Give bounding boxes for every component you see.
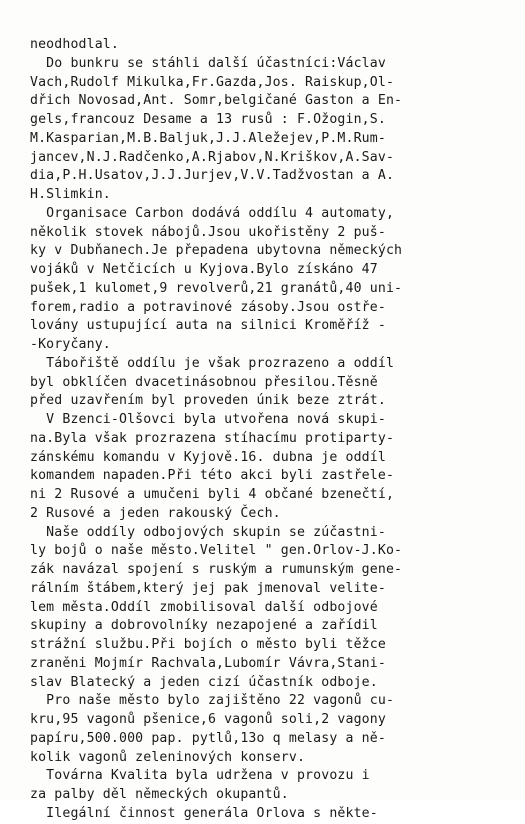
text-line: dřich Novosad,Ant. Somr,belgičané Gaston a En- [30, 93, 403, 109]
text-line: komandem napaden.Při této akci byli zastřele- [30, 468, 395, 484]
text-line: Pro naše město bylo zajištěno 22 vagonů cu- [30, 693, 395, 709]
text-line: na.Byla však prozrazena stíhacímu protiparty- [30, 430, 395, 446]
text-line: lem města.Oddíl zmobilisoval další odbojové [30, 599, 378, 615]
text-line: pušek,1 kulomet,9 revolverů,21 granátů,40 uni- [30, 280, 403, 296]
text-line: kolik vagonů zeleninových konserv. [30, 749, 306, 765]
text-line: strážní službu.Při bojích o město byli těžce [30, 637, 386, 652]
text-line: kru,95 vagonů pšenice,6 vagonů soli,2 vagony [30, 712, 386, 727]
text-line: Naše oddíly odbojových skupin se zúčastni- [30, 524, 386, 540]
text-line: před uzavřením byl proveden únik beze ztrát. [30, 393, 386, 409]
text-line: Do bunkru se stáhli další účastníci:Václav [30, 55, 386, 71]
text-line: Tábořiště oddílu je však prozrazeno a oddíl [30, 355, 395, 371]
text-line: 2 Rusové a jeden rakouský Čech. [30, 505, 281, 521]
text-line: za palby děl německých okupantů. [30, 787, 289, 802]
text-line: zraněni Mojmír Rachvala,Lubomír Vávra,Stani- [30, 655, 386, 671]
text-line: Ilegální činnost generála Orlova s někte- [30, 805, 378, 821]
text-line: slav Blatecký a jeden cizí účastník odboje. [30, 674, 378, 690]
text-line: dia,P.H.Usatov,J.J.Jurjev,V.V.Tadžvostan a A. [30, 168, 395, 184]
text-line: rálním štábem,který jej pak jmenoval velite- [30, 580, 386, 596]
text-line: V Bzenci-Olšovci byla utvořena nová skupi- [30, 412, 386, 427]
text-line: gels,francouz Desame a 13 rusů : F.Ožogin,S. [30, 112, 386, 127]
text-line: lovány ustupující auta na silnici Kroměříž - [30, 318, 386, 334]
text-line: ky v Dubňanech.Je přepadena ubytovna německých [30, 243, 403, 259]
text-line: neodhodlal. [30, 37, 119, 52]
text-line: -Koryčany. [30, 337, 111, 352]
text-line: jancev,N.J.Radčenko,A.Rjabov,N.Kriškov,A.Sav- [30, 149, 395, 165]
text-line: H.Slimkin. [30, 187, 111, 202]
text-line: ni 2 Rusové a umučeni byli 4 občané bzenečtí, [30, 487, 395, 502]
text-line: Organisace Carbon dodává oddílu 4 automaty, [30, 205, 395, 221]
text-line: Vach,Rudolf Mikulka,Fr.Gazda,Jos. Raiskup,Ol- [30, 74, 395, 90]
text-line: papíru,500.000 pap. pytlů,13o q melasy a ně- [30, 730, 386, 746]
text-line: vojáků v Netčicích u Kyjova.Bylo získáno 47 [30, 262, 378, 277]
text-line: ly bojů o naše město.Velitel " gen.Orlov-J.Ko- [30, 543, 403, 559]
text-line: zák navázal spojení s ruským a rumunským gene- [30, 562, 403, 577]
text-line: forem,radio a potravinové zásoby.Jsou ostře- [30, 299, 386, 315]
text-line: zánskému komandu v Kyjově.16. dubna je oddíl [30, 449, 386, 465]
typewritten-text [30, 36, 510, 824]
text-line: Továrna Kvalita byla udržena v provozu i [30, 768, 370, 784]
text-line: byl obklíčen dvacetinásobnou přesilou.Těsně [30, 374, 378, 390]
text-line: několik stovek nábojů.Jsou ukořistěny 2 puš- [30, 224, 386, 240]
text-line: M.Kasparian,M.B.Baljuk,J.J.Aležejev,P.M.Rum- [30, 130, 386, 146]
text-line: skupiny a dobrovolníky nezapojené a zařídil [30, 618, 378, 634]
